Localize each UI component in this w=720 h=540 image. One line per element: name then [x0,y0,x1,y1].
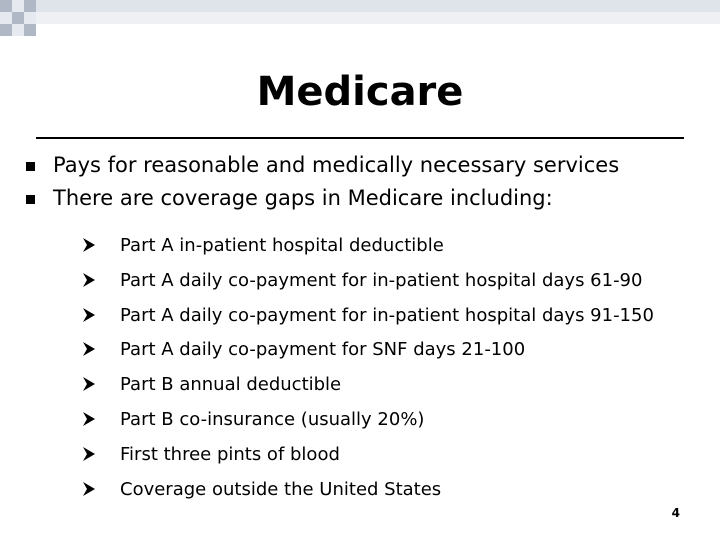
page-number: 4 [671,506,680,520]
arrow-bullet-icon [82,446,96,462]
slide-title: Medicare [256,69,464,115]
sub-bullet-text: Part B co-insurance (usually 20%) [120,408,425,430]
bullet-list [20,149,710,215]
square-bullet-icon [26,162,35,171]
sub-bullet-text: Part A daily co-payment for in-patient hospital days 91-150 [120,304,654,326]
sub-bullet-list [82,229,712,507]
arrow-bullet-icon [82,237,96,253]
sub-bullet-item [82,473,712,508]
title-divider [36,137,684,139]
sub-bullet-text: Part A daily co-payment for SNF days 21-100 [120,339,526,361]
arrow-bullet-icon [82,307,96,323]
sub-bullet-item [82,368,712,403]
sub-bullet-text: Part A in-patient hospital deductible [120,235,444,256]
bullet-text: There are coverage gaps in Medicare including: [53,186,553,210]
arrow-bullet-icon [82,341,96,357]
sub-bullet-text: Part B annual deductible [120,374,342,396]
sub-bullet-text: Part A daily co-payment for in-patient hospital days 61-90 [120,269,643,291]
sub-bullet-text: First three pints of blood [120,443,340,465]
sub-bullet-item [82,229,712,264]
bullet-text: Pays for reasonable and medically necessary services [53,153,620,177]
arrow-bullet-icon [82,272,96,288]
arrow-bullet-icon [82,481,96,497]
bullet-item [20,149,710,182]
bullet-item [20,182,710,215]
sub-bullet-item [82,403,712,438]
arrow-bullet-icon [82,376,96,392]
arrow-bullet-icon [82,411,96,427]
corner-decoration [0,0,720,40]
square-bullet-icon [26,195,35,204]
sub-bullet-item [82,264,712,299]
sub-bullet-text: Coverage outside the United States [120,478,442,500]
sub-bullet-item [82,333,712,368]
sub-bullet-item [82,438,712,473]
sub-bullet-item [82,299,712,334]
